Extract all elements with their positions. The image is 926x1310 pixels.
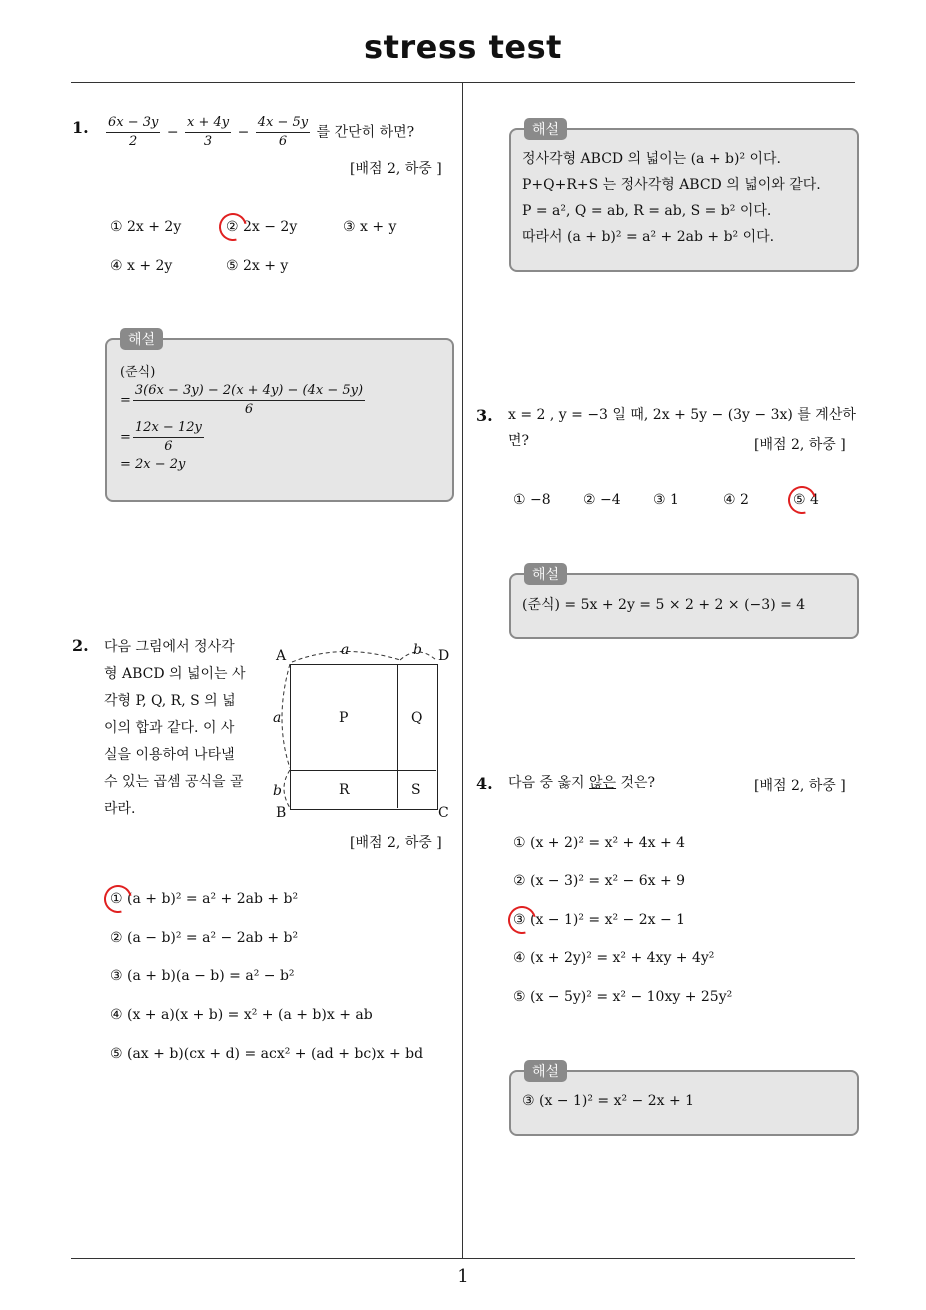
- q1-expression: $\frac{6x - 3y}{2}$ − $\frac{x + 4y}{3}$ − $\frac{4x - 5y}{6}$ 를 간단히 하면?: [108, 115, 415, 149]
- q1-frac3-den: 6: [278, 134, 288, 149]
- vertex-c: C: [438, 805, 449, 821]
- q4-choice-5[interactable]: ⑤ (x − 5y)² = x² − 10xy + 25y²: [513, 989, 733, 1005]
- q1-choice-3[interactable]: ③ x + y: [343, 219, 397, 235]
- page-title: stress test: [364, 28, 562, 66]
- brace-a-left: [282, 664, 290, 768]
- q1-choice-2[interactable]: ② 2x − 2y: [226, 219, 298, 235]
- q2-text-line: 실을 이용하여 나타낼: [104, 747, 235, 763]
- q3-choice-4[interactable]: ④ 2: [723, 492, 749, 508]
- q4-solution-tag: 해설: [524, 1060, 567, 1082]
- q2-choice-1[interactable]: ① (a + b)² = a² + 2ab + b²: [110, 891, 299, 907]
- q1-solution-step1-num: 3(6x − 3y) − 2(x + 4y) − (4x − 5y): [133, 382, 365, 401]
- q2-question-text: [104, 634, 264, 823]
- q3-choice-5[interactable]: ⑤ 4: [793, 492, 819, 508]
- region-q: Q: [411, 710, 423, 726]
- q4-choice-3[interactable]: ③ (x − 1)² = x² − 2x − 1: [513, 912, 686, 928]
- side-b-top: b: [413, 642, 422, 658]
- footer-rule: [71, 1258, 855, 1259]
- q3-text-line1: x = 2 , y = −3 일 때, 2x + 5y − (3y − 3x) 를 계산하: [508, 407, 856, 423]
- q1-solution-step2-num: 12x − 12y: [133, 419, 204, 438]
- q3-choice-2[interactable]: ② −4: [583, 492, 621, 508]
- side-b-left: b: [273, 783, 282, 799]
- q2-choice-3[interactable]: ③ (a + b)(a − b) = a² − b²: [110, 968, 295, 984]
- q3-choice-3[interactable]: ③ 1: [653, 492, 679, 508]
- q2-solution-line: P = a², Q = ab, R = ab, S = b² 이다.: [522, 203, 772, 219]
- q1-frac2-den: 3: [203, 134, 213, 149]
- q4-choice-4[interactable]: ④ (x + 2y)² = x² + 4xy + 4y²: [513, 950, 715, 966]
- q4-text-pre: 다음 중 옳지: [508, 775, 589, 791]
- q3-solution-tag: 해설: [524, 563, 567, 585]
- q2-text-line: 다음 그림에서 정사각: [104, 639, 235, 655]
- side-a-left: a: [273, 710, 282, 726]
- q1-solution-tag: 해설: [120, 328, 163, 350]
- q1-solution-line1: (준식): [120, 365, 156, 380]
- q4-question-text: [508, 770, 655, 796]
- q2-answer-mark: [99, 880, 137, 918]
- horizontal-split: [290, 770, 436, 771]
- q4-answer-mark: [503, 901, 541, 939]
- q1-choice-1[interactable]: ① 2x + 2y: [110, 219, 182, 235]
- vertex-a: A: [276, 648, 287, 664]
- header-rule: [71, 82, 855, 83]
- q2-text-line: 형 ABCD 의 넓이는 사: [104, 666, 246, 682]
- q2-text-line: 각형 P, Q, R, S 의 넓: [104, 693, 236, 709]
- q1-solution-step2-den: 6: [164, 439, 173, 454]
- q1-number: 1.: [72, 118, 89, 137]
- q2-solution-content: [522, 146, 821, 250]
- q1-solution-eq2: =: [120, 430, 131, 445]
- q1-solution-eq1: =: [120, 393, 131, 408]
- q1-frac1-num: 6x − 3y: [106, 114, 160, 133]
- q3-text-line2: 면?: [508, 433, 530, 449]
- q4-choice-2[interactable]: ② (x − 3)² = x² − 6x + 9: [513, 873, 686, 889]
- q1-frac3-num: 4x − 5y: [256, 114, 310, 133]
- q3-solution-line: (준식) = 5x + 2y = 5 × 2 + 2 × (−3) = 4: [522, 597, 806, 613]
- q1-score: [배점 2, 하중 ]: [350, 161, 442, 177]
- region-s: S: [411, 782, 421, 798]
- q4-text-underlined: 않은: [588, 775, 617, 791]
- q2-solution-tag: 해설: [524, 118, 567, 140]
- q3-score: [배점 2, 하중 ]: [754, 437, 846, 453]
- q2-solution-line: 정사각형 ABCD 의 넓이는 (a + b)² 이다.: [522, 151, 782, 167]
- region-p: P: [339, 710, 349, 726]
- column-divider: [462, 83, 463, 1259]
- vertex-d: D: [438, 648, 450, 664]
- q2-text-line: 수 있는 곱셈 공식을 골: [104, 774, 244, 790]
- q2-choice-4[interactable]: ④ (x + a)(x + b) = x² + (a + b)x + ab: [110, 1007, 373, 1023]
- q2-solution-line: P+Q+R+S 는 정사각형 ABCD 의 넓이와 같다.: [522, 177, 821, 193]
- q4-number: 4.: [476, 774, 493, 793]
- side-a-top: a: [341, 642, 350, 658]
- q2-score: [배점 2, 하중 ]: [350, 835, 442, 851]
- q2-number: 2.: [72, 636, 89, 655]
- q4-score: [배점 2, 하중 ]: [754, 778, 846, 794]
- region-r: R: [339, 782, 350, 798]
- page-number: 1: [457, 1266, 469, 1287]
- q1-choice-5[interactable]: ⑤ 2x + y: [226, 258, 289, 274]
- q1-frac2-num: x + 4y: [185, 114, 231, 133]
- q2-square-figure: [272, 640, 452, 822]
- q3-choice-1[interactable]: ① −8: [513, 492, 551, 508]
- q2-choice-2[interactable]: ② (a − b)² = a² − 2ab + b²: [110, 930, 299, 946]
- vertex-b: B: [276, 805, 287, 821]
- q1-frac1-den: 2: [129, 134, 138, 149]
- q3-answer-mark: [783, 481, 821, 519]
- vertical-split: [397, 664, 398, 808]
- q3-number: 3.: [476, 406, 493, 425]
- q1-choice-4[interactable]: ④ x + 2y: [110, 258, 173, 274]
- q4-choice-1[interactable]: ① (x + 2)² = x² + 4x + 4: [513, 835, 686, 851]
- q4-text-post: 것은?: [616, 775, 656, 791]
- q1-solution-content: [120, 364, 367, 474]
- q2-text-line: 라라.: [104, 801, 136, 817]
- q2-solution-line: 따라서 (a + b)² = a² + 2ab + b² 이다.: [522, 229, 775, 245]
- q1-solution-result: = 2x − 2y: [120, 457, 186, 472]
- q1-solution-step1-den: 6: [244, 402, 254, 417]
- q1-question-tail: 를 간단히 하면?: [316, 124, 415, 141]
- q2-text-line: 이의 합과 같다. 이 사: [104, 720, 235, 736]
- q1-answer-mark: [214, 208, 252, 246]
- q4-solution-line: ③ (x − 1)² = x² − 2x + 1: [522, 1093, 695, 1109]
- q2-choice-5[interactable]: ⑤ (ax + b)(cx + d) = acx² + (ad + bc)x + bd: [110, 1046, 424, 1062]
